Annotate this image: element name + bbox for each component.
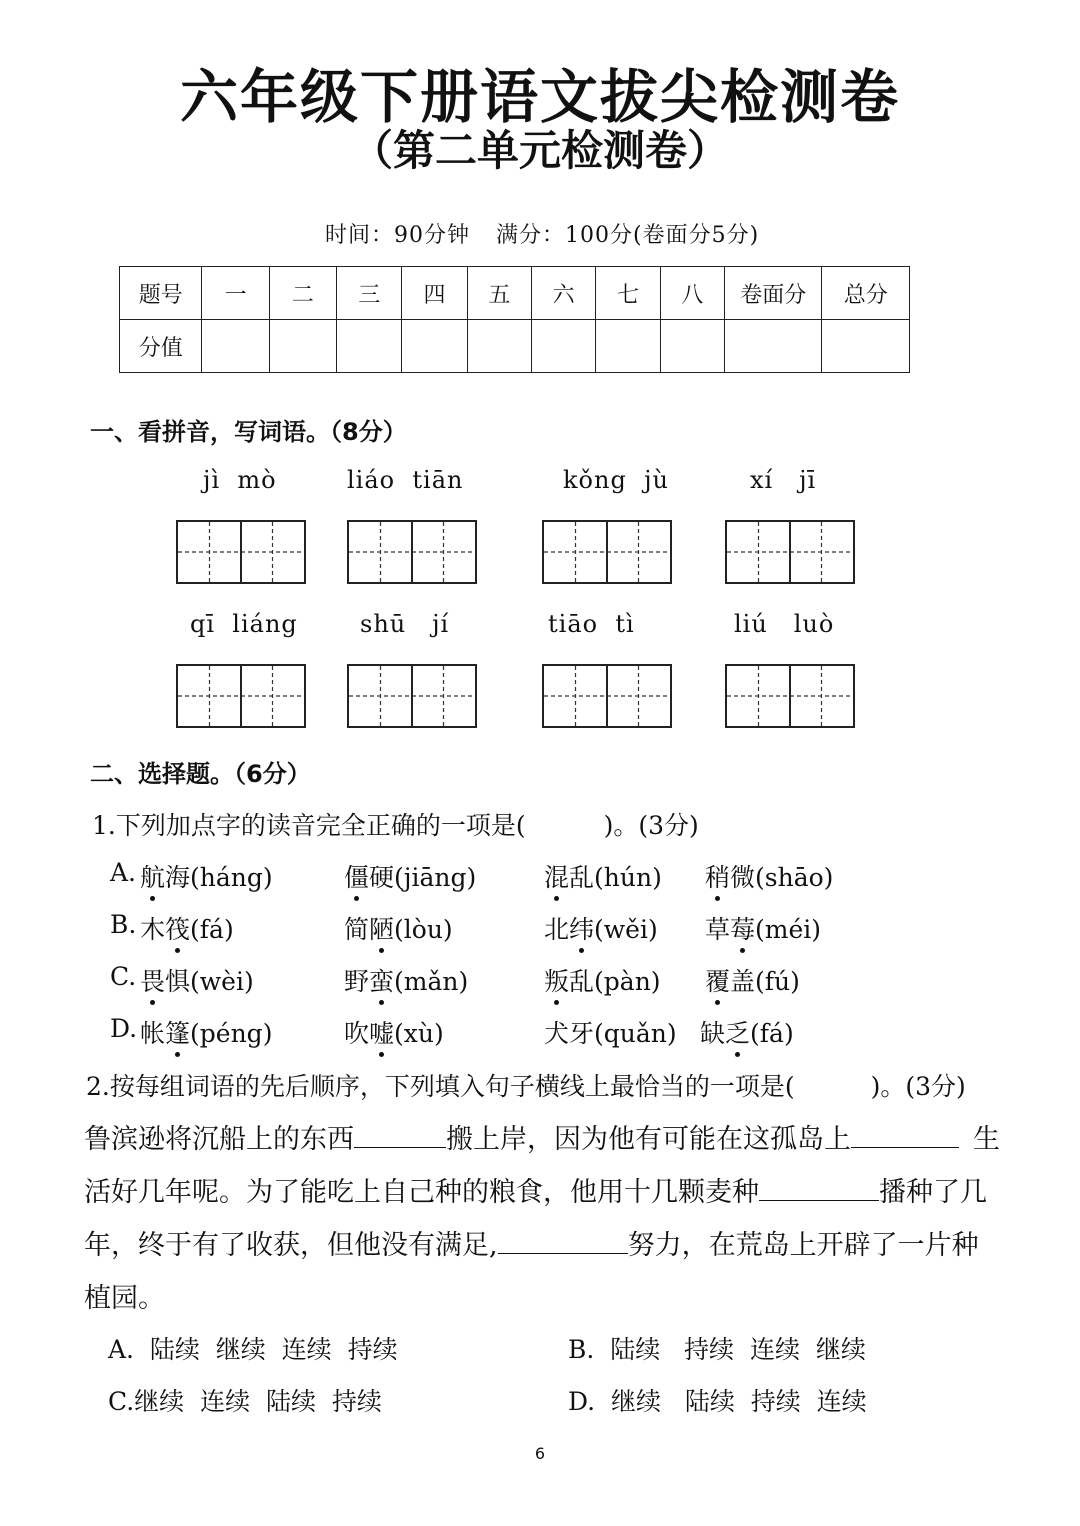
- option-word: [140, 1014, 272, 1050]
- option-word: [140, 858, 273, 894]
- score-cell[interactable]: [402, 320, 467, 373]
- emphasized-char: 莓: [730, 910, 755, 946]
- passage-text: 搬上岸，因为他有可能在这孤岛上: [446, 1124, 851, 1155]
- word-char: 北: [544, 915, 570, 944]
- fill-blank[interactable]: [498, 1227, 628, 1254]
- option-word: [700, 1014, 794, 1050]
- emphasized-char: 僵: [344, 858, 369, 894]
- emphasized-char: 乏: [725, 1014, 750, 1050]
- writing-grid-box[interactable]: [542, 520, 672, 584]
- word-char: 乱: [569, 967, 595, 996]
- score-cell[interactable]: [724, 320, 821, 373]
- question-2-stem-suffix: )。(3分): [870, 1072, 966, 1101]
- passage-text: 播种了几: [879, 1177, 987, 1208]
- option-label: B.: [110, 910, 137, 939]
- word-pinyin: (lòu): [394, 915, 453, 944]
- score-table-header: 八: [660, 267, 724, 320]
- option-word: [705, 962, 800, 998]
- question-2-option-a[interactable]: A. 陆续 继续 连续 持续: [108, 1335, 398, 1364]
- word-char: 犬: [544, 1019, 570, 1048]
- score-table-header: 总分: [822, 267, 910, 320]
- page-title: 六年级下册语文拔尖检测卷: [179, 63, 900, 131]
- option-word: [544, 1014, 677, 1050]
- emphasized-char: 稍: [705, 858, 730, 894]
- emphasized-char: 混: [544, 858, 569, 894]
- emphasized-char: 嘘: [369, 1014, 394, 1050]
- passage-line: [84, 1223, 979, 1262]
- score-cell[interactable]: [822, 320, 910, 373]
- question-2-stem: [86, 1067, 966, 1103]
- word-pinyin: (xù): [394, 1019, 444, 1048]
- word-pinyin: (wèi): [190, 967, 254, 996]
- passage-text: 生: [973, 1124, 1000, 1155]
- score-table-header: 四: [402, 267, 467, 320]
- word-pinyin: (shāo): [755, 863, 834, 892]
- score-table-header: 五: [467, 267, 531, 320]
- word-char: 草: [705, 915, 731, 944]
- word-char: 微: [730, 863, 756, 892]
- score-table: [119, 266, 910, 373]
- answer-slot[interactable]: [526, 808, 604, 834]
- fill-blank[interactable]: [851, 1121, 959, 1148]
- score-table-header: 七: [596, 267, 660, 320]
- page-number: 6: [534, 1444, 546, 1463]
- question-2-option-d[interactable]: D. 继续 陆续 持续 连续: [568, 1387, 867, 1416]
- word-pinyin: (méi): [755, 915, 822, 944]
- score-table-header: 三: [337, 267, 402, 320]
- option-word: [344, 910, 453, 946]
- pinyin-label: jì mò: [203, 466, 277, 494]
- pinyin-label: xí jī: [750, 466, 817, 494]
- word-pinyin: (fá): [190, 915, 234, 944]
- passage-line: 植园。: [84, 1283, 165, 1314]
- pinyin-label: liú luò: [734, 610, 835, 638]
- passage-line: [84, 1170, 987, 1209]
- pinyin-label: liáo tiān: [347, 466, 464, 494]
- option-word: [140, 910, 234, 946]
- word-pinyin: (wěi): [594, 915, 658, 944]
- score-cell[interactable]: [596, 320, 660, 373]
- word-pinyin: (hún): [594, 863, 662, 892]
- section-1-heading: 一、看拼音，写词语。（8分）: [90, 418, 407, 446]
- word-char: 海: [165, 863, 191, 892]
- word-char: 木: [140, 915, 166, 944]
- option-word: [544, 962, 661, 998]
- option-label: C.: [110, 962, 137, 991]
- writing-grid-box[interactable]: [347, 520, 477, 584]
- emphasized-char: 蛮: [369, 962, 394, 998]
- pinyin-label: kǒng jù: [563, 466, 669, 494]
- word-char: 简: [344, 915, 370, 944]
- score-cell[interactable]: [269, 320, 336, 373]
- score-table-header: 题号: [120, 267, 202, 320]
- question-1-stem-text: 1.下列加点字的读音完全正确的一项是(: [92, 811, 526, 840]
- word-pinyin: (quǎn): [594, 1019, 677, 1048]
- word-pinyin: (háng): [190, 863, 273, 892]
- word-char: 硬: [369, 863, 395, 892]
- score-cell[interactable]: [660, 320, 724, 373]
- word-char: 乱: [569, 863, 595, 892]
- option-word: [705, 910, 821, 946]
- option-word: [140, 962, 254, 998]
- word-pinyin: (fú): [755, 967, 800, 996]
- word-pinyin: (péng): [190, 1019, 273, 1048]
- emphasized-char: 纬: [569, 910, 594, 946]
- score-cell[interactable]: [202, 320, 269, 373]
- option-word: [344, 962, 468, 998]
- writing-grid-box[interactable]: [347, 664, 477, 728]
- score-table-header: 一: [202, 267, 269, 320]
- word-char: 帐: [140, 1019, 166, 1048]
- passage-text: 鲁滨逊将沉船上的东西: [84, 1124, 354, 1155]
- score-cell[interactable]: [337, 320, 402, 373]
- word-char: 吹: [344, 1019, 370, 1048]
- emphasized-char: 篷: [165, 1014, 190, 1050]
- emphasized-char: 筏: [165, 910, 190, 946]
- exam-meta: [325, 218, 785, 249]
- score-table-value-row: [120, 320, 910, 373]
- question-1-stem: [92, 806, 699, 842]
- score-cell[interactable]: [532, 320, 596, 373]
- writing-grid-box[interactable]: [176, 520, 306, 584]
- emphasized-char: 陋: [369, 910, 394, 946]
- writing-grid-box[interactable]: [725, 520, 855, 584]
- score-table-header-row: [120, 267, 910, 320]
- word-char: 惧: [165, 967, 191, 996]
- score-table-header: 卷面分: [724, 267, 821, 320]
- score-table-header: 六: [532, 267, 596, 320]
- section-2-heading: 二、选择题。（6分）: [90, 760, 311, 788]
- word-pinyin: (mǎn): [394, 967, 469, 996]
- emphasized-char: 叛: [544, 962, 569, 998]
- word-pinyin: (fá): [750, 1019, 794, 1048]
- word-pinyin: (jiāng): [394, 863, 477, 892]
- option-word: [544, 910, 658, 946]
- word-char: 牙: [569, 1019, 595, 1048]
- option-word: [344, 1014, 444, 1050]
- option-label: A.: [110, 858, 137, 887]
- word-char: 野: [344, 967, 370, 996]
- word-pinyin: (pàn): [594, 967, 661, 996]
- passage-text: 活好几年呢。为了能吃上自己种的粮食，他用十几颗麦种: [84, 1177, 759, 1208]
- option-word: [544, 858, 662, 894]
- fill-blank[interactable]: [759, 1174, 879, 1201]
- question-2-option-c[interactable]: C.继续 连续 陆续 持续: [108, 1387, 382, 1416]
- score-table-header: 二: [269, 267, 336, 320]
- word-char: 缺: [700, 1019, 726, 1048]
- score-table-row-label: 分值: [120, 320, 202, 373]
- question-2-stem-text: 2.按每组词语的先后顺序，下列填入句子横线上最恰当的一项是(: [86, 1072, 795, 1101]
- page-subtitle: （第二单元检测卷）: [350, 126, 729, 175]
- option-label: D.: [110, 1014, 138, 1043]
- option-word: [344, 858, 476, 894]
- exam-total-score: 满分：100分(卷面分5分): [496, 223, 760, 248]
- passage-text: 努力，在荒岛上开辟了一片种: [627, 1230, 979, 1261]
- option-word: [705, 858, 833, 894]
- passage-text: 年，终于有了收获，但他没有满足,: [84, 1230, 498, 1261]
- question-1-stem-suffix: )。(3分): [603, 811, 699, 840]
- exam-time: 时间：90分钟: [325, 223, 470, 248]
- pinyin-label: qī liáng: [190, 610, 298, 638]
- emphasized-char: 畏: [140, 962, 165, 998]
- answer-slot[interactable]: [795, 1069, 871, 1095]
- emphasized-char: 航: [140, 858, 165, 894]
- fill-blank[interactable]: [354, 1121, 446, 1148]
- score-cell[interactable]: [467, 320, 531, 373]
- pinyin-label: shū jí: [360, 610, 450, 638]
- writing-grid-box[interactable]: [176, 664, 306, 728]
- question-2-option-b[interactable]: B. 陆续 持续 连续 继续: [568, 1335, 866, 1364]
- word-char: 盖: [730, 967, 756, 996]
- emphasized-char: 覆: [705, 962, 730, 998]
- pinyin-label: tiāo tì: [548, 610, 635, 638]
- passage-line: [84, 1117, 1000, 1156]
- writing-grid-box[interactable]: [725, 664, 855, 728]
- writing-grid-box[interactable]: [542, 664, 672, 728]
